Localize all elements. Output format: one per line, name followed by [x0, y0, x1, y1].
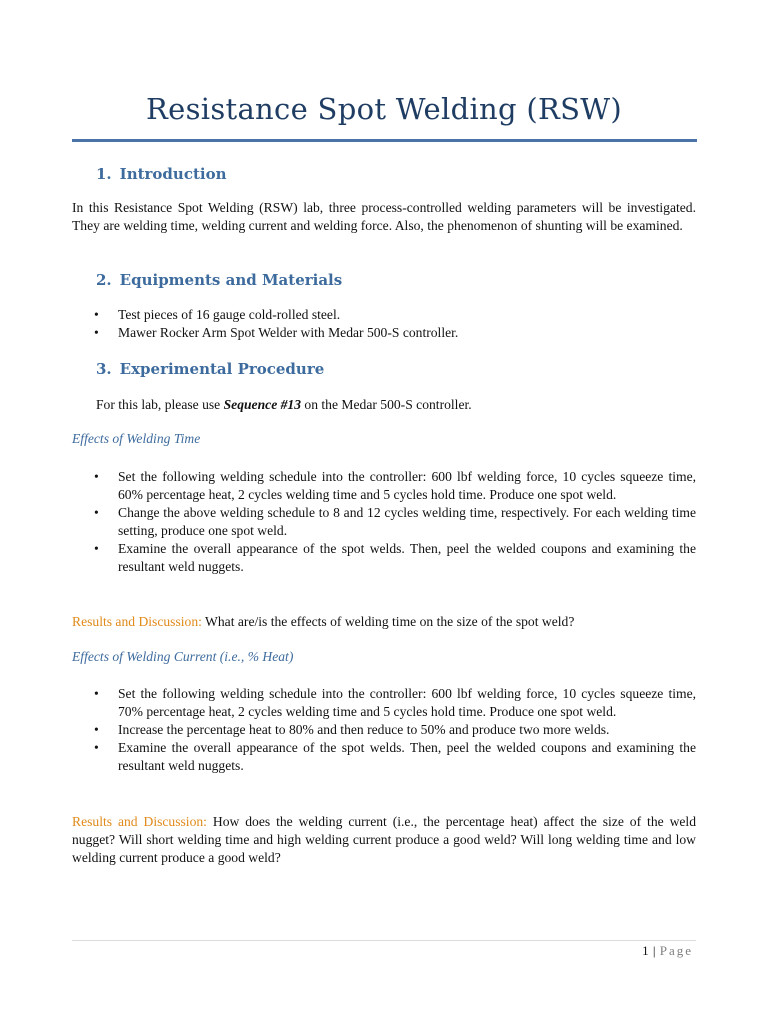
subheading-welding-current: Effects of Welding Current (i.e., % Heat)	[72, 649, 294, 664]
results-label: Results and Discussion:	[72, 814, 207, 829]
page-title: Resistance Spot Welding (RSW)	[145, 92, 623, 126]
results-text: How does the welding current (i.e., the percentage heat) affect the size of the weld nugget? Will short welding time and high welding current produce a good weld? Will long welding time and low welding current produce a good weld?	[72, 814, 696, 865]
procedure-intro	[96, 396, 696, 414]
bullet-icon: •	[94, 307, 99, 322]
list-item	[72, 306, 696, 324]
list-item-text: Examine the overall appearance of the spot welds. Then, peel the welded coupons and examining the resultant weld nuggets.	[118, 740, 696, 773]
list-item	[72, 504, 696, 540]
list-item-text: Set the following welding schedule into the controller: 600 lbf welding force, 10 cycles squeeze time, 60% percentage heat, 2 cycles welding time and 5 cycles hold time. Produce one spot weld.	[118, 469, 696, 502]
subheading-welding-time: Effects of Welding Time	[72, 431, 201, 446]
page-number: 1	[642, 943, 650, 958]
results-discussion-welding-time	[72, 613, 696, 631]
welding-time-list	[72, 468, 696, 576]
page-footer	[642, 943, 693, 959]
welding-current-list	[72, 685, 696, 775]
procedure-intro-text: For this lab, please use	[96, 397, 224, 412]
page-separator: |	[649, 943, 660, 958]
list-item-text: Set the following welding schedule into the controller: 600 lbf welding force, 10 cycles squeeze time, 70% percentage heat, 2 cycles welding time and 5 cycles hold time. Produce one spot weld.	[118, 686, 696, 719]
section-heading-equipment	[96, 271, 342, 289]
footer-divider	[72, 940, 696, 941]
section-heading-introduction	[96, 165, 227, 183]
title-underline	[72, 139, 697, 142]
procedure-intro-text: on the Medar 500-S controller.	[301, 397, 472, 412]
sequence-emphasis: Sequence #13	[223, 397, 302, 412]
list-item-text: Test pieces of 16 gauge cold-rolled steel.	[118, 307, 341, 322]
list-item	[72, 739, 696, 775]
page-label: Page	[659, 943, 693, 958]
list-item-text: Change the above welding schedule to 8 and 12 cycles welding time, respectively. For each welding time setting, produce one spot weld.	[118, 505, 696, 538]
list-item	[72, 468, 696, 504]
bullet-icon: •	[94, 686, 99, 701]
section-number: 1.	[96, 165, 112, 183]
bullet-icon: •	[94, 740, 99, 755]
bullet-icon: •	[94, 325, 99, 340]
list-item	[72, 540, 696, 576]
section-heading-procedure	[96, 360, 324, 378]
list-item	[72, 685, 696, 721]
list-item-text: Increase the percentage heat to 80% and then reduce to 50% and produce two more welds.	[118, 722, 610, 737]
intro-paragraph: In this Resistance Spot Welding (RSW) lab, three process-controlled welding parameters will be investigated. They are welding time, welding current and welding force. Also, the phenomenon of shunting will be examined.	[72, 200, 696, 233]
bullet-icon: •	[94, 541, 99, 556]
list-item-text: Mawer Rocker Arm Spot Welder with Medar 500-S controller.	[118, 325, 459, 340]
list-item	[72, 721, 696, 739]
list-item-text: Examine the overall appearance of the spot welds. Then, peel the welded coupons and examining the resultant weld nuggets.	[118, 541, 696, 574]
section-title: Equipments and Materials	[119, 271, 343, 289]
section-title: Experimental Procedure	[119, 360, 325, 378]
bullet-icon: •	[94, 469, 99, 484]
section-number: 3.	[96, 360, 112, 378]
bullet-icon: •	[94, 505, 99, 520]
section-title: Introduction	[119, 165, 227, 183]
results-text: What are/is the effects of welding time on the size of the spot weld?	[201, 614, 575, 629]
results-label: Results and Discussion:	[72, 614, 202, 629]
bullet-icon: •	[94, 722, 99, 737]
results-discussion-welding-current	[72, 813, 696, 867]
list-item	[72, 324, 696, 342]
equipment-list	[72, 306, 696, 342]
section-number: 2.	[96, 271, 112, 289]
